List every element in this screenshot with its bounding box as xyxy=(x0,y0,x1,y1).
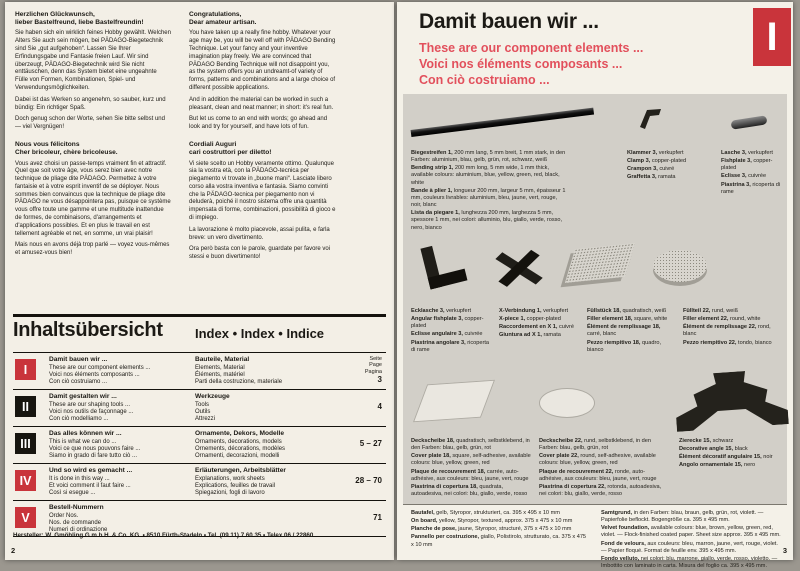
toc-subject-translations: Elements, Material Éléments, matériel Parti della costruzione, materiale xyxy=(195,364,283,385)
toc-numeral-badge xyxy=(15,470,36,491)
toc-title-translations: These are our shaping tools ... Voici nos outils de façonnage ... Con ciò modelliamo ... xyxy=(49,401,134,422)
toc-heading-multilingual: Index • Index • Indice xyxy=(195,326,325,341)
italian-greeting-heading: Cordiali Auguri cari costruttori per diletto! xyxy=(189,141,272,157)
round-filler-caption: Füllteil 22, rund, weiß Filler element 22, round, white Élément de remplissage 22, rond, blanc Pezzo riempitivo 22, tondo, bianco xyxy=(683,308,772,346)
german-greeting-text: Sie haben sich ein wirklich feines Hobby gewählt. Welchen Alters Sie auch sein mögen, bei PÄDAGO-Biegetechnik sind Sie „gut aufgehoben“. Lassen Sie Ihrer Erfindungsgabe und Fantasie freien Lauf. Wir sind überzeugt, PÄDAGO-Biegetechnik wird Sie nicht enttäuschen, denn das System bietet eine ungeahnte Fülle von Formen, Kombinationen, Spiel- und Verwendungsmöglichkeiten. Dabei ist das Werken so angenehm, so sauber, kurz und bündig: Ein richtiger Spaß. Doch genug schon der Worte, sehen Sie bitte selbst und — viel Vergnügen! xyxy=(15,30,171,131)
toc-row-3 xyxy=(13,426,386,463)
bending-strip-caption: Biegestreifen 1, 200 mm lang, 5 mm breit, 1 mm stark, in den Farben: aluminium, blau, gelb, grün, rot, schwarz, weiß Bending strip 1, 200 mm long, 5 mm wide, 1 mm thick, available colours: aluminium, blue, yellow, green, red, black, white Bande à plier 1, longueur 200 mm, largeur 5 mm, épaisseur 1 mm, couleurs livrables: aluminium, bleu, jaune, vert, rouge, noir, blanc Lista da piegare 1, lunghezza 200 mm, larghezza 5 mm, spessore 1 mm, nei colori: alluminio, blu, giallo, verde, rosso, nero, bianco xyxy=(411,150,566,231)
toc-title-main: Damit gestalten wir ... xyxy=(49,393,117,400)
toc-subject-main: Ornamente, Dekors, Modelle xyxy=(195,430,285,437)
toc-subject-cell xyxy=(195,467,337,498)
toc-numeral: II xyxy=(22,399,29,414)
panel-bottom-rule xyxy=(403,504,787,505)
toc-numeral-badge xyxy=(15,359,36,380)
toc-row-2 xyxy=(13,389,386,426)
components-panel xyxy=(403,94,787,504)
toc-subject-cell xyxy=(195,356,337,387)
toc-title-cell xyxy=(49,356,195,387)
x-piece-caption: X-Verbindung 1, verkupfert X-piece 1, copper-plated Raccordement en X 1, cuivré Giuntura ad X 1, ramata xyxy=(499,308,574,339)
toc-subject-main: Werkzeuge xyxy=(195,393,230,400)
intro-column-english-italian xyxy=(189,11,337,266)
chapter-numeral: I xyxy=(766,15,778,59)
toc-numeral-badge xyxy=(15,396,36,417)
toc-numeral: IV xyxy=(19,473,32,488)
toc-subject-cell xyxy=(195,504,337,534)
toc-subject-translations: Ornaments, decorations, models Ornements, décorations, modèles Ornamenti, decorazioni, modelli xyxy=(195,438,286,459)
toc-page-column-header: Seite Page Pagina xyxy=(364,356,382,375)
square-cover-plate-illustration xyxy=(413,380,495,423)
toc-page-number: 71 xyxy=(373,513,382,522)
toc-numeral-badge xyxy=(15,433,36,454)
round-filler-illustration xyxy=(653,250,707,282)
toc-numeral: V xyxy=(21,510,30,525)
toc-title-translations: This is what we can do ... Voici ce que nous pouvons faire ... Siamo in grado di fare tutto ciò ... xyxy=(49,438,141,459)
toc-page-number: 5 – 27 xyxy=(359,439,382,448)
toc-title-main: Damit bauen wir ... xyxy=(49,356,108,363)
toc-subject-translations: Explanations, work sheets Explications, feuilles de travail Spiegazioni, fogli di lavoro xyxy=(195,475,276,496)
clamp-caption: Klammer 3, verkupfert Clamp 3, copper-plated Crampon 3, cuivré Graffetta 3, ramata xyxy=(627,150,687,181)
italian-greeting-text: Vi siete scelto un Hobby veramente ottimo. Qualunque sia la vostra età, con la PÄDAGO-tecnica per piegamento vi trovate in „buone mani“. Lasciate libero corso alla vostra inventiva e fantasia. Siamo convinti che la PÄDAGO-tecnica per piegamento non vi deluderà, poiché il nostro sistema offre una quantità impensata di forme, combinazioni, possibilità di gioco e di impiego. La lavorazione è molto piacevole, assai pulita, e farla breve: un vero divertimento. Ora però basta con le parole, guardate per favore voi stessi e buon divertimento! xyxy=(189,160,336,261)
angular-fishplate-illustration xyxy=(414,237,470,293)
toc-numeral: III xyxy=(20,436,31,451)
page-number-left: 2 xyxy=(11,546,16,555)
section-divider-rule xyxy=(13,314,386,317)
toc-title-cell xyxy=(49,393,195,424)
right-page xyxy=(397,2,793,570)
toc-row-4 xyxy=(13,463,386,500)
toc-heading-german: Inhaltsübersicht xyxy=(13,319,163,341)
toc-title-main: Und so wird es gemacht ... xyxy=(49,467,133,474)
clamp-illustration xyxy=(637,106,663,130)
toc-title-translations: Order Nos. Nos. de commande Numeri di ordinazione xyxy=(49,512,108,533)
building-board-caption: Bautafel, gelb, Styropor, strukturiert, ca. 395 x 495 x 10 mm On board, yellow, Styropor, textured, approx. 375 x 475 x 10 mm Planche de pose, jaune, Styropor, structuré, 375 x 475 x 10 mm Pannello per costruzione, giallo, Polistirolo, strutturato, ca. 375 x 475 x 10 mm xyxy=(411,510,587,548)
chapter-subtitles: These are our component elements ... Voici nos éléments composants ... Con ciò costruiamo ... xyxy=(419,41,644,87)
publisher-line: Hersteller: W. Gmöhling G.m.b.H. & Co. KG. • 8510 Fürth-Stadeln • Tel. (09 11) 7 60 35 • Telex 06 / 22860 xyxy=(13,532,314,539)
french-greeting-heading: Nous vous félicitons Cher bricoleur, chère bricoleuse. xyxy=(15,141,118,157)
round-cover-plate-caption: Deckscheibe 22, rund, selbstklebend, in den Farben: blau, gelb, grün, rot Cover plate 22, round, self-adhesive, available colours: blue, yellow, green, red Plaque de recouvrement 22, ronde, auto-adhésive, aux couleurs: bleu, jaune, vert, rouge Piastrina di copertura 22, rotonda, autoadesiva, nei colori: blu, giallo, verde, rosso xyxy=(539,438,662,498)
decorative-angle-caption: Zierecke 15, schwarz Decorative angle 15, black Élément décoratif angulaire 15, noir Angolo ornamentale 15, nero xyxy=(679,438,773,469)
fishplate-illustration xyxy=(731,115,768,130)
toc-page-number: 4 xyxy=(377,402,382,411)
decorative-angle-illustration xyxy=(673,368,789,432)
left-page xyxy=(5,2,394,560)
toc-title-cell xyxy=(49,467,195,498)
french-greeting-text: Vous avez choisi un passe-temps vraiment fin et attractif. Quel que soit votre âge, vous serez bien avec notre technique de pliage dite PÄDAGO. Permettez à votre fantaisie et à votre esprit inventif de se déployer. Nous sommes bien convaincus que la technique de pliage dite PÄDAGO ne vous désappointera pas, puisque ce système vous offre toute une gamme et une multitude inattendue de formes, de combinaisons, d'arrangements et d'applications possibles. Et en plus le travail en est tellement agréable et net, en somme, un vrai plaisir! Mais nous en avons déjà trop parlé — voyez vous-mêmes et amusez-vous bien! xyxy=(15,160,171,257)
english-greeting-heading: Congratulations, Dear amateur artisan. xyxy=(189,11,257,27)
toc-pages-cell xyxy=(337,467,384,498)
toc-title-main: Bestell-Nummern xyxy=(49,504,104,511)
square-cover-plate-caption: Deckscheibe 18, quadratisch, selbstklebend, in den Farben: blau, gelb, grün, rot Cover plate 18, square, self-adhesive, available colours: blue, yellow, green, red Plaque de recouvrement 18, carrée, auto-adhésive, aux couleurs: bleu, jaune, vert, rouge Piastrina di copertura 18, quadrata, autoadesiva, nei colori: blu, giallo, verde, rosso xyxy=(411,438,531,498)
square-filler-illustration xyxy=(565,243,635,283)
toc-pages-cell xyxy=(337,504,384,534)
toc-title-translations: It is done in this way ... Et voici comment il faut faire ... Così si esegue ... xyxy=(49,475,131,496)
toc-title-cell xyxy=(49,504,195,534)
toc-title-cell xyxy=(49,430,195,461)
angular-fishplate-caption: Ecklasche 3, verkupfert Angular fishplate 3, copper-plated Eclisse angulaire 3, cuivrée Piastrina angolare 3, ricoperta di rame xyxy=(411,308,490,353)
toc-page-number: 28 – 70 xyxy=(355,476,382,485)
toc-title-main: Das alles können wir ... xyxy=(49,430,122,437)
german-greeting-heading: Herzlichen Glückwunsch, lieber Bastelfreund, liebe Bastelfreundin! xyxy=(15,11,144,27)
toc-numeral-badge xyxy=(15,507,36,528)
toc-subject-cell xyxy=(195,430,337,461)
toc-subject-translations: Tools Outils Attrezzi xyxy=(195,401,216,422)
toc-subject-cell xyxy=(195,393,337,424)
toc-subject-main: Bauteile, Material xyxy=(195,356,250,363)
x-piece-illustration xyxy=(488,246,549,291)
intro-column-german-french xyxy=(15,11,171,262)
bending-strip-illustration xyxy=(411,108,594,137)
toc-page-number: 3 xyxy=(377,374,382,384)
toc-pages-cell xyxy=(337,393,384,424)
fishplate-caption: Lasche 3, verkupfert Fishplate 3, copper-plated Eclisse 3, cuivrée Piastrina 3, ricoperta di rame xyxy=(721,150,781,195)
english-greeting-text: You have taken up a really fine hobby. Whatever your age may be, you will be well off with PÄDAGO Bending Technique. Let your fancy and your inventive imagination play freely. We are convinced that PÄDAGO Bending Technique will not disappoint you, as the system offers you an undreamt-of variety of forms, patterns and combinations and a large choice of different possible applications. And in addition the material can be worked in such a pleasant, clean and neat manner; in short: it's real fun. But let us come to an end with words; go ahead and look and try for yourself, and have lots of fun. xyxy=(189,30,336,131)
velvet-foundation-caption: Samtgrund, in den Farben: blau, braun, gelb, grün, rot, violett. — Papierfolie beflockt. Bogengröße ca. 395 x 495 mm. Velvet foundation, available colours: blue, brown, yellow, green, red, violet. — Flock-finished coated paper. Sheet size approx. 395 x 495 mm. Fond de velours, aux couleurs: bleu, marron, jaune, vert, rouge, violet. — Papier floqué. Format de feuille env. 395 x 495 mm. Fondo velluto, nei colori: blu, marrone, giallo, verde, rosso, violetto. — Imbottito con laminato in carta. Misura del foglio ca. 395 x 495 mm. xyxy=(601,510,781,570)
toc-numeral: I xyxy=(23,362,28,377)
chapter-index-block xyxy=(753,8,791,66)
toc-pages-cell xyxy=(337,430,384,461)
toc-row-1 xyxy=(13,352,386,389)
chapter-title: Damit bauen wir ... xyxy=(419,10,599,33)
square-filler-caption: Füllstück 18, quadratisch, weiß Filler element 18, square, white Élément de remplissage 18, carré, blanc Pezzo riempitivo 18, quadro, bianco xyxy=(587,308,668,353)
toc-pages-cell xyxy=(337,356,384,387)
page-number-right: 3 xyxy=(782,546,787,555)
round-cover-plate-illustration xyxy=(539,388,595,418)
table-of-contents xyxy=(13,352,386,537)
toc-title-translations: These are our component elements ... Voici nos éléments composants ... Con ciò costruiamo ... xyxy=(49,364,151,385)
toc-subject-main: Erläuterungen, Arbeitsblätter xyxy=(195,467,286,474)
